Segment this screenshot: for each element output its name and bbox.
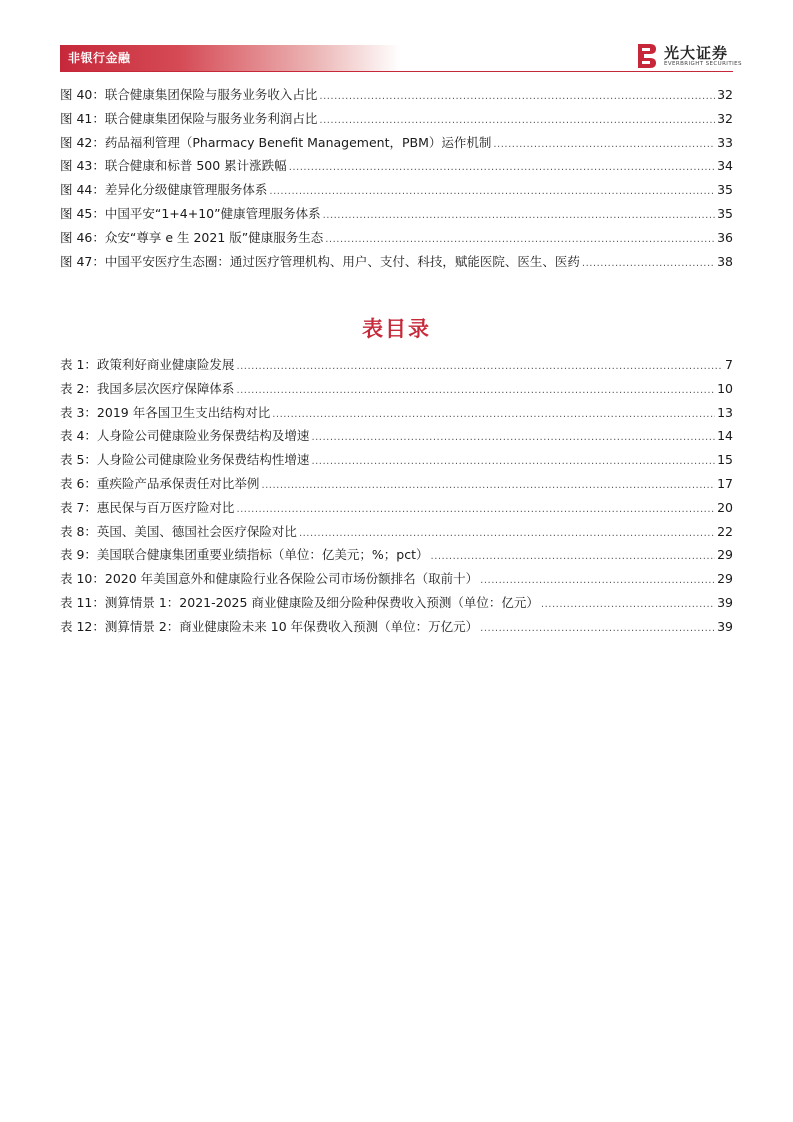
toc-entry-table-8[interactable]: 表 8：英国、美国、德国社会医疗保险对比 ..... 22 [60, 520, 733, 544]
toc-entry-table-7[interactable]: 表 7：惠民保与百万医疗险对比 ..... 20 [60, 496, 733, 520]
header-divider [60, 71, 733, 72]
toc-entry-table-3[interactable]: 表 3：2019 年各国卫生支出结构对比 ..... 13 [60, 401, 733, 425]
toc-entry-table-9[interactable]: 表 9：美国联合健康集团重要业绩指标（单位：亿美元；%；pct） ..... 29 [60, 543, 733, 567]
brand-name-en: EVERBRIGHT SECURITIES [664, 61, 742, 67]
everbright-logo-icon [636, 42, 658, 70]
toc-entry-table-11[interactable]: 表 11：测算情景 1：2021-2025 商业健康险及细分险种保费收入预测（单位：亿元） ..... 39 [60, 591, 733, 615]
toc-entry-table-12[interactable]: 表 12：测算情景 2：商业健康险未来 10 年保费收入预测（单位：万亿元） ..... 39 [60, 615, 733, 639]
toc-entry-figure-40[interactable]: 图 40：联合健康集团保险与服务业务收入占比 ..... 32 [60, 83, 733, 107]
table-list [60, 353, 733, 639]
toc-entry-table-6[interactable]: 表 6：重疾险产品承保责任对比举例 ..... 17 [60, 472, 733, 496]
toc-entry-figure-43[interactable]: 图 43：联合健康和标普 500 累计涨跌幅 ..... 34 [60, 154, 733, 178]
toc-entry-figure-42[interactable]: 图 42：药品福利管理（Pharmacy Benefit Management，PBM）运作机制 ..... 33 [60, 131, 733, 155]
toc-entry-table-5[interactable]: 表 5：人身险公司健康险业务保费结构性增速 ..... 15 [60, 448, 733, 472]
toc-entry-table-1[interactable]: 表 1：政策利好商业健康险发展 ..... 7 [60, 353, 733, 377]
toc-entry-figure-41[interactable]: 图 41：联合健康集团保险与服务业务利润占比 ..... 32 [60, 107, 733, 131]
toc-entry-figure-47[interactable]: 图 47：中国平安医疗生态圈：通过医疗管理机构、用户、支付、科技，赋能医院、医生、医药 ..... 38 [60, 250, 733, 274]
toc-entry-figure-46[interactable]: 图 46：众安“尊享 e 生 2021 版”健康服务生态 ..... 36 [60, 226, 733, 250]
toc-entry-table-2[interactable]: 表 2：我国多层次医疗保障体系 ..... 10 [60, 377, 733, 401]
toc-entry-figure-44[interactable]: 图 44：差异化分级健康管理服务体系 ..... 35 [60, 178, 733, 202]
toc-entry-figure-45[interactable]: 图 45：中国平安“1+4+10”健康管理服务体系 ..... 35 [60, 202, 733, 226]
section-title-table-list: 表目录 [362, 317, 431, 341]
toc-entry-table-4[interactable]: 表 4：人身险公司健康险业务保费结构及增速 ..... 14 [60, 424, 733, 448]
figure-list [60, 83, 733, 273]
report-category: 非银行金融 [68, 51, 131, 65]
toc-entry-table-10[interactable]: 表 10：2020 年美国意外和健康险行业各保险公司市场份额排名（取前十） ..... 29 [60, 567, 733, 591]
brand-name-cn: 光大证券 [664, 44, 729, 62]
